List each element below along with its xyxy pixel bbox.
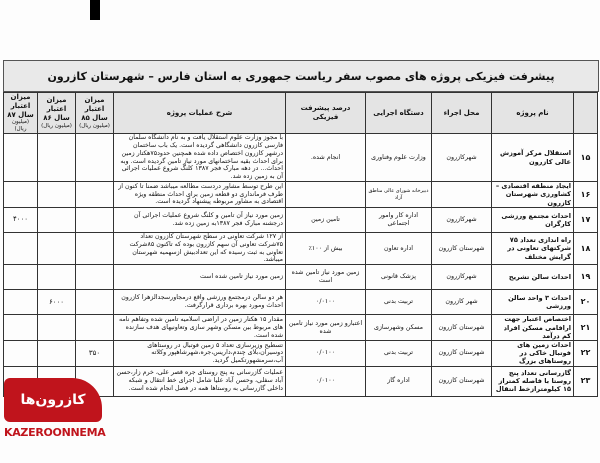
credit-85-label: میزان اعتبار سال ۸۵: [81, 96, 108, 122]
credit-86-label: میزان اعتبار سال ۸۶: [43, 96, 70, 122]
credit-85-value: [76, 290, 114, 315]
project-name: احداث زمین های فوتبال خاکی در روستاهای بزرگ: [492, 341, 574, 367]
project-executor: تربیت بدنی: [366, 290, 432, 315]
project-name: احداث مجتمع ورزشی کارگران: [492, 207, 574, 232]
project-progress: بیش از ۱۰۰٪: [286, 232, 366, 264]
credit-85-value: ۳۵۰: [76, 341, 114, 367]
projects-table: [3, 92, 598, 397]
row-number: ۱۵: [574, 134, 598, 182]
credit-87-value: [4, 315, 38, 341]
table-row: [4, 232, 598, 264]
col-project-name: نام پروژه: [492, 93, 574, 134]
credit-87-unit: (میلیون ریال): [11, 119, 30, 133]
project-description: هر دو سالن درمجتمع ورزشی واقع درمجاورسجدالزهرا کازرون احداث ومورد بهره برداری قرارگرفت.: [114, 290, 286, 315]
table-row: [4, 265, 598, 290]
credit-86-value: [38, 265, 76, 290]
project-progress: انجام شده.: [286, 134, 366, 182]
credit-86-value: [38, 182, 76, 208]
credit-87-value: [4, 341, 38, 367]
row-number: ۱۹: [574, 265, 598, 290]
col-credit-85: [76, 93, 114, 134]
credit-85-value: [76, 315, 114, 341]
credit-87-value: ۴۰۰۰: [4, 207, 38, 232]
credit-87-value: [4, 232, 38, 264]
table-row: [4, 290, 598, 315]
project-name: راه اندازی تعداد ۷۵ شرکتهای تعاونی در گرایش مختلف: [492, 232, 574, 264]
logo-text: KAZEROONNEMA: [4, 426, 106, 439]
col-credit-87: [4, 93, 38, 134]
col-progress: درصد پیشرفت فیزیکی: [286, 93, 366, 134]
credit-87-value: [4, 265, 38, 290]
credit-86-value: [38, 207, 76, 232]
credit-85-value: [76, 134, 114, 182]
project-location: شهرستان کازرون: [432, 315, 492, 341]
project-progress: [286, 182, 366, 208]
credit-86-value: [38, 315, 76, 341]
project-progress: ۰/۰۱۰۰: [286, 290, 366, 315]
col-description: شرح عملیات پروژه: [114, 93, 286, 134]
project-location: شهرستان کازرون: [432, 341, 492, 367]
project-description: با مجوز وزارت علوم استقلال یافت و به نام دانشگاه سلمان فارسی کازرون دانشگاهی گردیده است. یک باب ساختمان درشهر کازرون اختصاص داده شده همچنین حدود۷۵هکتار زمین برای احداث بقیه ساختمانهای مورد نیاز تامین گردیده است. وبه احداث... در دهه مبارک فجر ۱۳۸۷ کلنگ شروع عملیات اجرائی آن به زمین زده شد.: [114, 134, 286, 182]
project-executor: دبیرخانه شورای عالی مناطق آزاد: [366, 182, 432, 208]
project-description: این طرح توسط مشاور دردست مطالعه میباشد ضمنا تا کنون از طرف فرمانداری دو قطعه زمین برای احداث منطقه ویژه اقتصادی به مشاور مربوطه پیشنهاد گردیده است.: [114, 182, 286, 208]
table-row: [4, 315, 598, 341]
project-location: شهر کازرون: [432, 290, 492, 315]
table-row: [4, 134, 598, 182]
site-logo: [4, 378, 104, 458]
project-description: مقدار ۱۵ هکتار زمین در اراضی اسلامیه تامین شده وتفاهم نامه های مربوط بین مسکن وشهر سازی وتعاونیهای هدف سازنده شده است.: [114, 315, 286, 341]
credit-85-value: [76, 232, 114, 264]
row-number: ۱۷: [574, 207, 598, 232]
project-name: گازرسانی تعداد پنج روستا با فاصله کمتراز ۱۵ کیلومترازخط انتقال: [492, 366, 574, 396]
row-number: ۲۰: [574, 290, 598, 315]
row-number: ۲۳: [574, 366, 598, 396]
credit-85-value: [76, 207, 114, 232]
credit-87-label: میزان اعتبار سال ۸۷: [7, 93, 34, 119]
project-description: تسطیح وزیرسازی تعداد ۵ زمین فوتبال در روستاهای دوسیران،بلای چندم،داریس،جره،شهرشاهپور وکلاته آب،سرمشهورتکمیل گردید.: [114, 341, 286, 367]
credit-87-value: [4, 182, 38, 208]
project-location: شهرکازرون: [432, 207, 492, 232]
col-credit-86: [38, 93, 76, 134]
project-executor: پزشک قانونی: [366, 265, 432, 290]
col-location: محل اجراء: [432, 93, 492, 134]
project-progress: تامین زمین: [286, 207, 366, 232]
row-number: ۱۸: [574, 232, 598, 264]
scan-mark: [90, 0, 100, 20]
credit-85-value: [76, 182, 114, 208]
project-description: زمین مورد نیاز تامین شده است: [114, 265, 286, 290]
project-progress: ۰/۰۱۰۰: [286, 341, 366, 367]
credit-87-value: [4, 134, 38, 182]
credit-86-value: [38, 341, 76, 367]
project-location: [432, 182, 492, 208]
col-row-no: [574, 93, 598, 134]
credit-85-value: [76, 265, 114, 290]
table-row: [4, 182, 598, 208]
project-description: زمین مورد نیاز آن تامین و کلنگ شروع عملیات اجرائی آن درجشنه مبارک فجر ۱۳۸۷به زمین زده شد.: [114, 207, 286, 232]
project-progress: زمین مورد نیاز تامین شده است: [286, 265, 366, 290]
credit-86-unit: (میلیون ریال): [41, 122, 72, 129]
project-name: احداث ۳ واحد سالن ورزشی: [492, 290, 574, 315]
row-number: ۲۱: [574, 315, 598, 341]
project-executor: اداره تعاون: [366, 232, 432, 264]
project-location: شهرکازرون: [432, 265, 492, 290]
project-location: شهرستان کازرون: [432, 366, 492, 396]
project-executor: اداره گاز: [366, 366, 432, 396]
credit-87-value: [4, 290, 38, 315]
table-row: [4, 341, 598, 367]
row-number: ۱۶: [574, 182, 598, 208]
project-location: شهرکازرون: [432, 134, 492, 182]
project-progress: اعتبارو زمین مورد نیاز تامین شده: [286, 315, 366, 341]
credit-86-value: [38, 134, 76, 182]
col-executor: دستگاه اجرایی: [366, 93, 432, 134]
project-location: شهرستان کازرون: [432, 232, 492, 264]
project-name: احداث سالن تشریح: [492, 265, 574, 290]
page-title: پیشرفت فیزیکی پروژه های مصوب سفر ریاست جمهوری به استان فارس – شهرستان کازرون: [3, 60, 599, 92]
project-executor: مسکن وشهرسازی: [366, 315, 432, 341]
project-executor: اداره کار وامور اجتماعی: [366, 207, 432, 232]
project-name: ایجاد منطقه اقتصادی – کشاورزی شهرستان کازرون: [492, 182, 574, 208]
row-number: ۲۲: [574, 341, 598, 367]
logo-mark: کازرون‌ها: [4, 378, 102, 422]
project-description: از ۱۲۷ شرکت تعاونی در سطح شهرستان کازرون تعداد ۷۵شرکت تعاونی آن سهم کازرون بوده که تاکنون ۸۵شرکت تعاونی به ثبت رسیده که این تعدادبیش ازسهمیه شهرستان میباشد.: [114, 232, 286, 264]
project-executor: تربیت بدنی: [366, 341, 432, 367]
project-name: استقلال مرکز آموزش عالی کازرون: [492, 134, 574, 182]
project-description: عملیات گازرسانی به پنج روستای جره قصر علی، خرم زار،حسن آباد سفلی، وحسن آباد علیا شامل اجرای خط انتقال و شبکه داخلی گازرسانی به روستاها همه در فصل انجام شده است.: [114, 366, 286, 396]
credit-85-unit: (میلیون ریال): [79, 122, 110, 129]
table-header-row: [4, 93, 598, 134]
table-row: [4, 207, 598, 232]
credit-86-value: [38, 232, 76, 264]
credit-86-value: ۶۰۰۰: [38, 290, 76, 315]
project-progress: ۰/۰۱۰۰: [286, 366, 366, 396]
project-name: اختصاص اعتبار جهت ارافامی مسکن افراد کم درآمد: [492, 315, 574, 341]
project-executor: وزارت علوم وفناوری: [366, 134, 432, 182]
